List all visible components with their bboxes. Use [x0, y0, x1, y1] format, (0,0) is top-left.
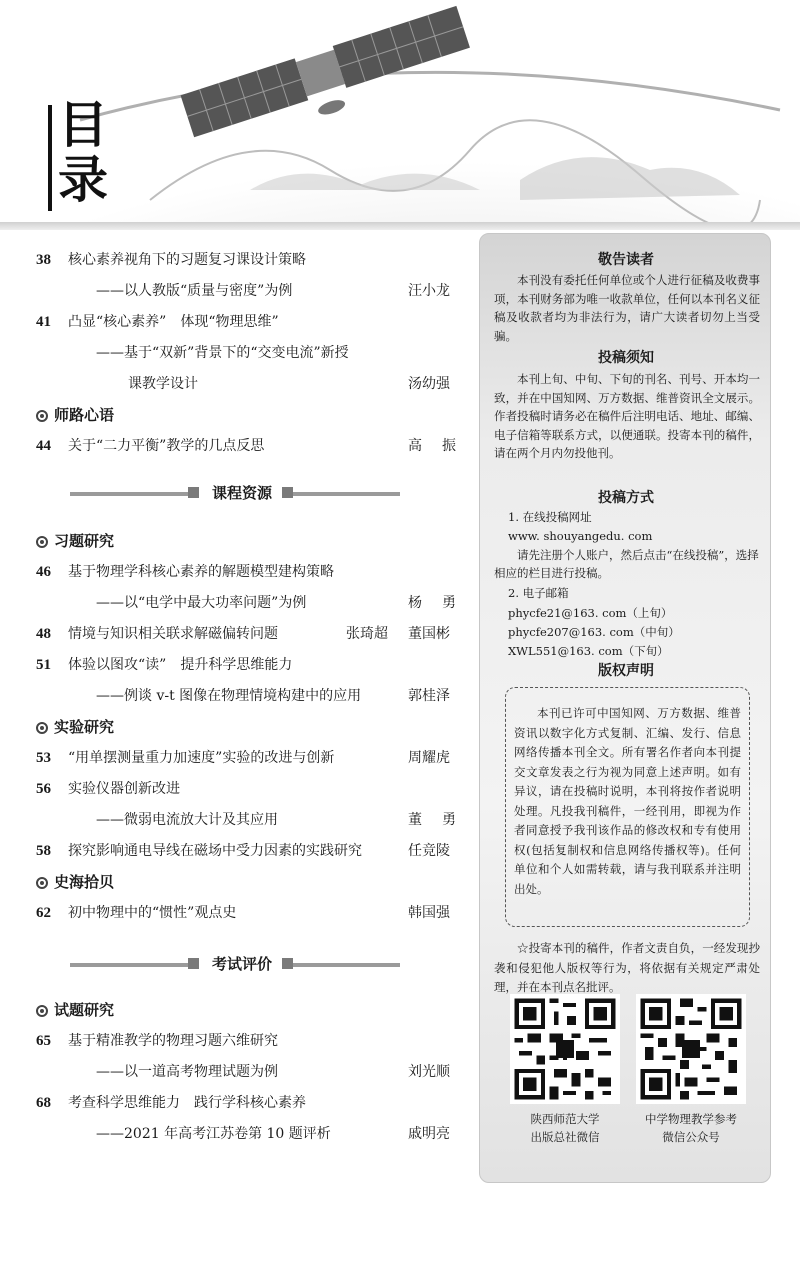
section-heading: 实验研究 [36, 714, 114, 740]
section-heading: 师路心语 [36, 402, 114, 428]
section-heading: 试题研究 [36, 997, 114, 1023]
page-title: 目 录 [58, 96, 108, 209]
toc-entry[interactable]: 56 实验仪器创新改进 [36, 781, 180, 797]
toc-entry[interactable]: ——例谈 v-t 图像在物理情境构建中的应用 郭桂泽 [96, 688, 450, 704]
toc-entry[interactable]: ——以人教版“质量与密度”为例 汪小龙 [96, 283, 450, 299]
circle-bullet-icon [36, 410, 48, 422]
qr-caption: 中学物理教学参考 微信公众号 [645, 1112, 737, 1144]
toc-entry[interactable]: ——2021 年高考江苏卷第 10 题评析 戚明亮 [96, 1126, 450, 1142]
submission-url[interactable]: www. shouyangedu. com [508, 529, 653, 543]
toc-entry[interactable]: 51 体验以图攻“读” 提升科学思维能力 [36, 657, 293, 673]
section-band: 课程资源 [70, 483, 400, 503]
qr-caption: 陕西师范大学 出版总社微信 [530, 1112, 600, 1144]
toc-entry[interactable]: 65 基于精准教学的物理习题六维研究 [36, 1033, 278, 1049]
toc-entry[interactable]: ——基于“双新”背景下的“交变电流”新授 [96, 345, 349, 361]
email-link[interactable]: phycfe207@163. com（中旬） [508, 625, 680, 639]
section-heading: 史海拾贝 [36, 869, 114, 895]
info-panel: 敬告读者 本刊没有委托任何单位或个人进行征稿及收费事项，本刊财务部为唯一收款单位，任何以本刊名义征稿及收款者均为非法行为，请广大读者切勿上当受骗。 投稿须知 本刊上旬、中旬、下旬的刊名、刊号、开本均一致，并在中国知网、万方数据、维普资讯全文展示。作者投稿时请务必在稿件后注明电话、地址、邮编、电子信箱等联系方式，以便通联。投寄本刊的稿件，请在两个月内勿投他刊。 投稿方式 1. 在线投稿网址 www. shouyangedu. com 请先注册个人账户，然后点击“在线投稿”，选择相应的栏目进行投稿。 2. 电子邮箱 phycfe21@163. com（上旬） phycfe207@163. com（中旬） XWL551@163. com（下旬） 版权声明 本刊已许可中国知网、万方数据、维普资讯以数字化方式复制、汇编、发行、信息网络传播本刊全文。所有署名作者向本刊提交文章发表之行为视为同意上述声明。如有异议，请在投稿时说明，本刊将按作者说明处理。凡投我刊稿件，一经刊用，即视为作者同意授予我刊该作品的修改权和专有使用权(包括复制权和信息网络传播权等)。任何单位和个人如需转载，请与我刊联系并注明出处。 ☆投寄本刊的稿件，作者文责自负，一经发现抄袭和侵犯他人版权等行为，将依据有关规定严肃处理，并在本刊点名批评。 陕西师范大学 出版总社微信 中学物理教学参考 微信公众号 [479, 233, 771, 1183]
notice-text: 本刊没有委托任何单位或个人进行征稿及收费事项，本刊财务部为唯一收款单位，任何以本刊名义征稿及收款者均为非法行为，请广大读者切勿上当受骗。 [494, 273, 760, 343]
toc-entry[interactable]: ——以一道高考物理试题为例 刘光顺 [96, 1064, 450, 1080]
copyright-text: 本刊已许可中国知网、万方数据、维普资讯以数字化方式复制、汇编、发行、信息网络传播本刊全文。所有署名作者向本刊提交文章发表之行为视为同意上述声明。如有异议，请在投稿时说明，本刊将按作者说明处理。凡投我刊稿件，一经刊用，即视为作者同意授予我刊该作品的修改权和专有使用权(包括复制权和信息网络传播权等)。任何单位和个人如需转载，请与我刊联系并注明出处。 [514, 706, 741, 896]
circle-bullet-icon [36, 536, 48, 548]
header-rule [0, 222, 800, 230]
section-heading: 习题研究 [36, 528, 114, 554]
toc-entry[interactable]: 68 考查科学思维能力 践行学科核心素养 [36, 1095, 306, 1111]
section-band: 考试评价 [70, 954, 400, 974]
satellite-globe-illustration [0, 0, 800, 228]
toc-entry[interactable]: 38 核心素养视角下的习题复习课设计策略 [36, 252, 306, 268]
notice-title: 敬告读者 [598, 252, 654, 268]
toc-entry[interactable]: 46 基于物理学科核心素养的解题模型建构策略 [36, 564, 334, 580]
warning-text: ☆投寄本刊的稿件，作者文责自负，一经发现抄袭和侵犯他人版权等行为，将依据有关规定严肃处理，并在本刊点名批评。 [494, 941, 760, 994]
circle-bullet-icon [36, 722, 48, 734]
email-link[interactable]: XWL551@163. com（下旬） [508, 644, 669, 658]
qr-code-icon[interactable] [636, 994, 746, 1104]
header-banner [0, 0, 800, 228]
method-title: 投稿方式 [598, 490, 654, 506]
qr-code-icon[interactable] [510, 994, 620, 1104]
circle-bullet-icon [36, 877, 48, 889]
toc-entry[interactable]: 53 “用单摆测量重力加速度”实验的改进与创新 周耀虎 [36, 750, 450, 766]
toc-entry[interactable]: 62 初中物理中的“惯性”观点史 韩国强 [36, 905, 450, 921]
copyright-title: 版权声明 [598, 663, 654, 679]
copyright-box [505, 687, 750, 927]
toc-entry[interactable]: 41 凸显“核心素养” 体现“物理思维” [36, 314, 279, 330]
toc-entry[interactable]: 44 关于“二力平衡”教学的几点反思 高振 [36, 438, 476, 454]
toc-entry[interactable]: ——微弱电流放大计及其应用 董勇 [96, 812, 476, 828]
title-bar [48, 105, 52, 211]
submit-title: 投稿须知 [598, 350, 654, 366]
email-link[interactable]: phycfe21@163. com（上旬） [508, 606, 673, 620]
submit-text: 本刊上旬、中旬、下旬的刊名、刊号、开本均一致，并在中国知网、万方数据、维普资讯全文展示。作者投稿时请务必在稿件后注明电话、地址、邮编、电子信箱等联系方式，以便通联。投寄本刊的稿件，请在两个月内勿投他刊。 [494, 372, 760, 460]
toc-entry[interactable]: 58 探究影响通电导线在磁场中受力因素的实践研究 任竞陵 [36, 843, 450, 859]
toc-entry[interactable]: ——以“电学中最大功率问题”为例 杨勇 [96, 595, 476, 611]
circle-bullet-icon [36, 1005, 48, 1017]
toc-entry[interactable]: 课教学设计 汤幼强 [128, 376, 450, 392]
toc-entry[interactable]: 48 情境与知识相关联求解磁偏转问题 张琦超 董国彬 [36, 626, 450, 642]
